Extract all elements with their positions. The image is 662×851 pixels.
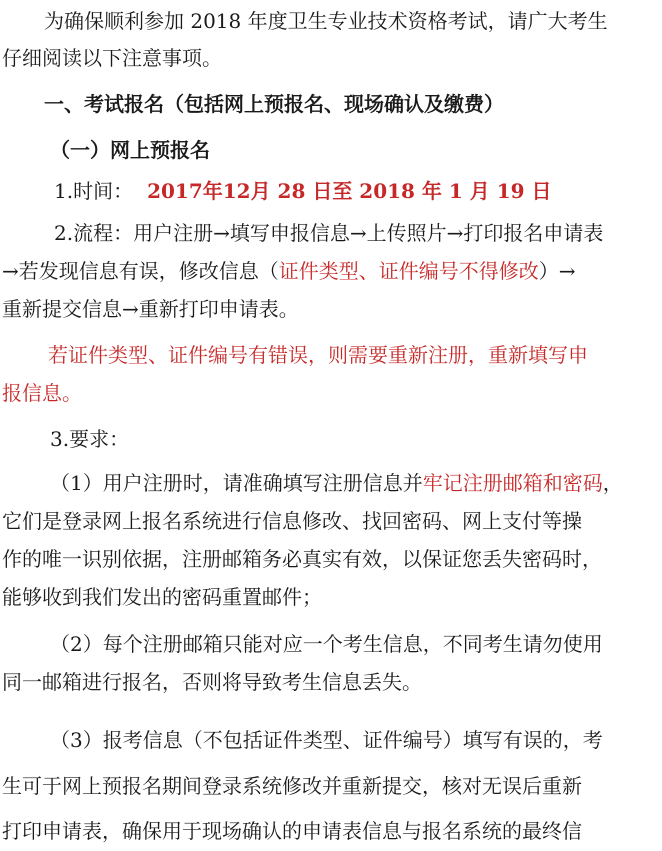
subsection-heading-text: （一）网上预报名 [50, 138, 210, 162]
req3-text-1: （3）报考信息（不包括证件类型、证件编号）填写有误的，考 [50, 728, 603, 752]
process-text-2a: →若发现信息有误，修改信息（ [2, 259, 279, 283]
req1-text-1a: （1）用户注册时，请准确填写注册信息并 [50, 471, 423, 495]
warning-text-2: 报信息。 [2, 381, 82, 405]
process-text-2-red: 证件类型、证件编号不得修改 [278, 259, 539, 283]
time-line [54, 171, 662, 211]
section-heading-text: 一、考试报名（包括网上预报名、现场确认及缴费） [44, 92, 504, 116]
req2-line-2 [2, 662, 662, 702]
time-value: 2017年12月 28 日至 2018 年 1 月 19 日 [147, 179, 552, 203]
req2-text-2: 同一邮箱进行报名，否则将导致考生信息丢失。 [2, 670, 422, 694]
intro-text-2: 仔细阅读以下注意事项。 [2, 46, 222, 70]
warning-text-1: 若证件类型、证件编号有错误，则需要重新注册，重新填写申 [48, 343, 588, 367]
process-label: 2.流程： [54, 221, 134, 245]
section-heading [44, 84, 662, 124]
process-text-1: 用户注册→填写申报信息→上传照片→打印报名申请表 [133, 221, 604, 245]
time-label: 1.时间： [54, 179, 134, 203]
req1-text-3: 作的唯一识别依据，注册邮箱务必真实有效，以保证您丢失密码时， [2, 547, 602, 571]
subsection-heading [50, 130, 662, 170]
warning-line-2 [2, 373, 662, 413]
req3-line-2 [2, 766, 662, 806]
req1-text-2: 它们是登录网上报名系统进行信息修改、找回密码、网上支付等操 [2, 509, 582, 533]
requirements-label [50, 419, 662, 459]
req1-line-2 [2, 501, 662, 541]
process-text-2b: ）→ [538, 259, 576, 283]
req1-text-4: 能够收到我们发出的密码重置邮件； [2, 585, 322, 609]
intro-text-1: 为确保顺利参加 2018 年度卫生专业技术资格考试，请广大考生 [44, 9, 608, 33]
process-line-3 [2, 289, 662, 329]
process-text-3: 重新提交信息→重新打印申请表。 [2, 297, 299, 321]
process-line-2 [2, 251, 662, 291]
req1-text-1-red: 牢记注册邮箱和密码 [422, 471, 603, 495]
requirements-label-text: 3.要求： [50, 427, 130, 451]
warning-line-1 [48, 335, 662, 375]
req1-line-4 [2, 577, 662, 617]
req3-line-3 [2, 811, 662, 851]
req1-line-1 [50, 463, 662, 503]
req1-text-1b: ， [602, 471, 623, 495]
intro-line-2 [2, 38, 662, 78]
req2-line-1 [50, 624, 662, 664]
process-line-1 [54, 213, 662, 253]
req3-text-2: 生可于网上预报名期间登录系统修改并重新提交，核对无误后重新 [2, 774, 582, 798]
req3-text-3: 打印申请表，确保用于现场确认的申请表信息与报名系统的最终信 [2, 819, 582, 843]
req2-text-1: （2）每个注册邮箱只能对应一个考生信息，不同考生请勿使用 [50, 632, 603, 656]
intro-line-1 [44, 1, 662, 41]
req1-line-3 [2, 539, 662, 579]
req3-line-1 [50, 720, 662, 760]
